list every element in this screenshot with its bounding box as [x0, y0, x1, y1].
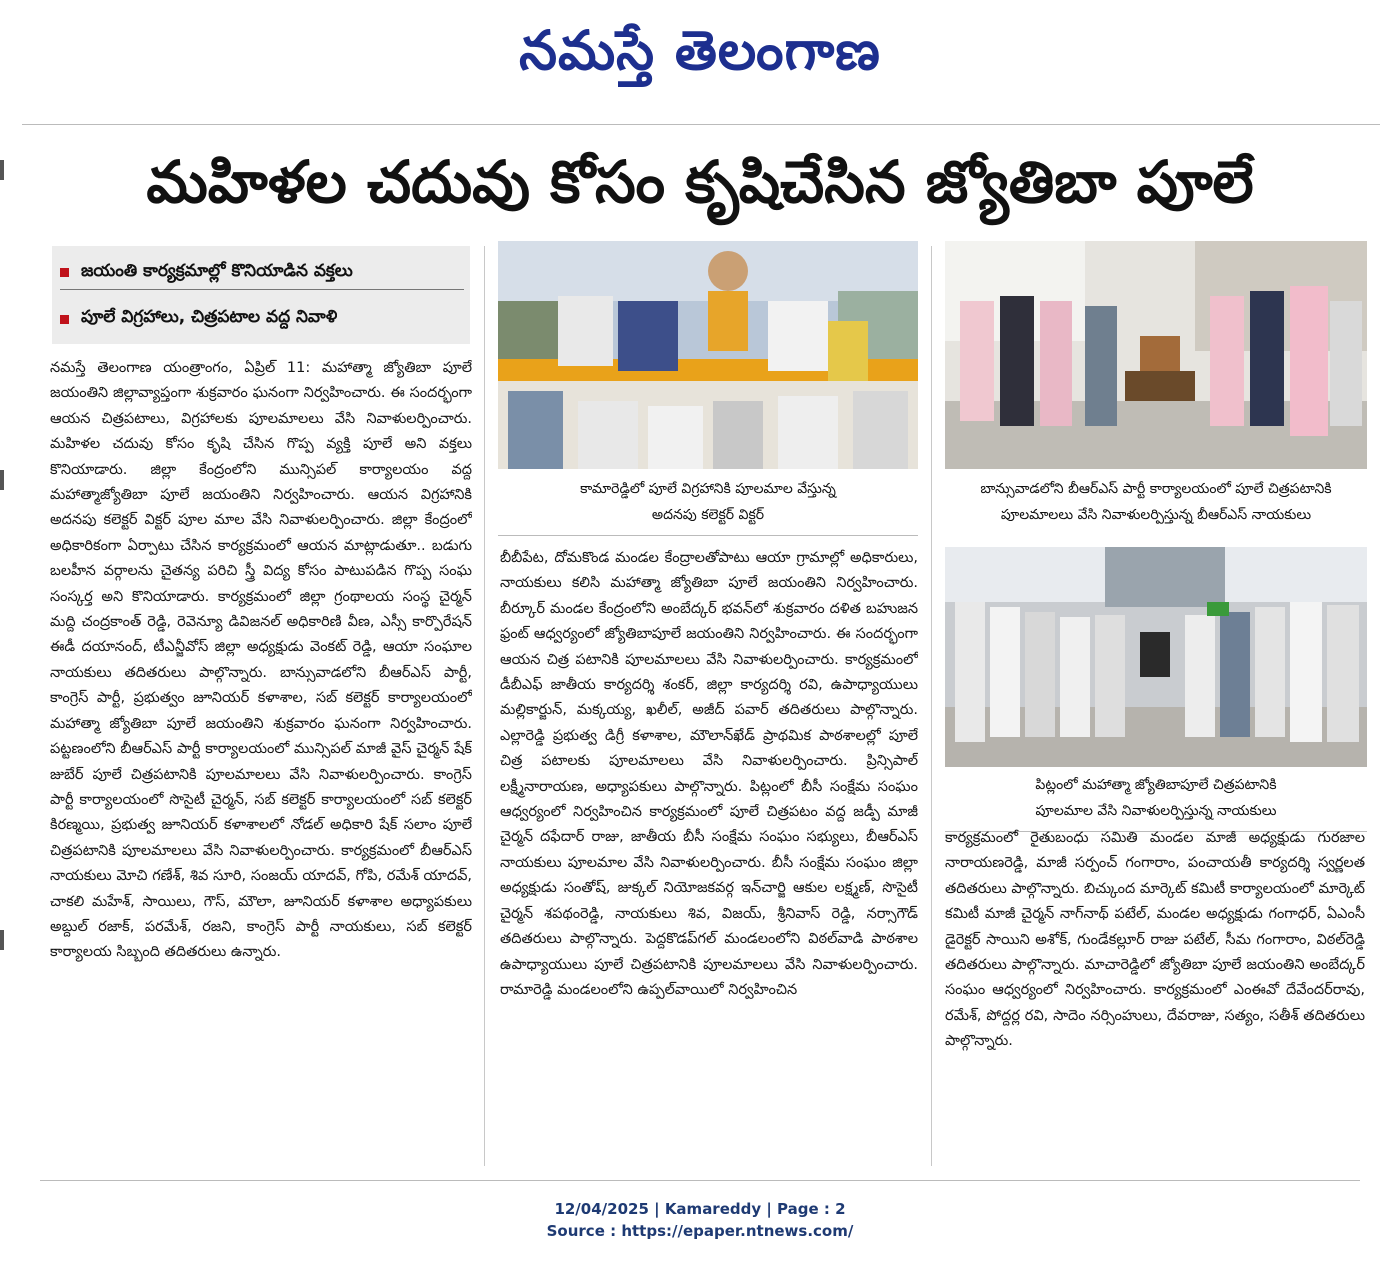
subheadline-item [60, 302, 464, 336]
caption-line: కామారెడ్డిలో పూలే విగ్రహానికి పూలమాల వేస్తున్న [580, 481, 836, 497]
article-headline: మహిళల చదువు కోసం కృషిచేసిన జ్యోతిబా పూలే [146, 148, 1254, 216]
caption-line: అదనపు కలెక్టర్ విక్టర్ [651, 507, 765, 523]
page-footer [400, 1198, 1000, 1242]
subheadline-item [60, 256, 464, 290]
footer-date-edition: 12/04/2025 | Kamareddy | Page : 2 [554, 1200, 846, 1218]
news-photo-party-office [945, 241, 1367, 469]
page-edge-mark [0, 470, 4, 490]
news-photo-statue-garlanding [498, 241, 918, 469]
photo-caption [945, 476, 1367, 536]
caption-line: పూలమాలలు వేసి నివాళులర్పిస్తున్న బీఆర్ఎస్ నాయకులు [1000, 507, 1312, 523]
subheadline-text: పూలే విగ్రహాలు, చిత్రపటాల వద్ద నివాళి [81, 307, 338, 327]
column-divider [484, 246, 485, 1166]
photo-caption [498, 476, 918, 536]
top-divider [22, 124, 1380, 125]
square-bullet-icon [60, 268, 69, 277]
bottom-divider [40, 1180, 1360, 1181]
masthead [0, 0, 1398, 100]
footer-source: Source : https://epaper.ntnews.com/ [546, 1222, 854, 1240]
subheadline-box [52, 246, 470, 344]
page-edge-mark [0, 160, 4, 180]
subheadline-text: జయంతి కార్యక్రమాల్లో కొనియాడిన వక్తలు [81, 260, 353, 281]
newspaper-logo: నమస్తే తెలంగాణ [519, 18, 881, 82]
caption-line: పిట్లంలో మహాత్మా జ్యోతిబాపూలే చిత్రపటానికి [1035, 777, 1277, 793]
article-column-2: బీబీపేట, దోమకొండ మండల కేంద్రాలతోపాటు ఆయా గ్రామాల్లో అధికారులు, నాయకులు కలిసి మహాత్మా జ్యోతిబా పూలే జయంతిని నిర్వహించారు. బీర్కూర్ మండల కేంద్రంలోని అంబేద్కర్ భవన్‌లో శుక్రవారం దళిత బహుజన ఫ్రంట్ ఆధ్వర్యంలో జ్యోతిబాపూలే జయంతిని నిర్వహించారు. ఈ సందర్భంగా ఆయన చిత్ర పటానికి పూలమాలలు వేసి నివాళులర్పించారు. కార్యక్రమంలో డీబీఎఫ్ జాతీయ కార్యదర్శి శంకర్, జిల్లా కార్యదర్శి రవి, ఉపాధ్యాయులు మల్లికార్జున్, మక్కయ్య, ఖలీల్, అజీద్ పవార్ తదితరులు పాల్గొన్నారు. ఎల్లారెడ్డి ప్రభుత్వ డిగ్రీ కళాశాల, మౌలాన్‌ఖేడ్ ప్రాథమిక పాఠశాలల్లో పూలే చిత్ర పటాలకు పూలమాలలు వేసి నివాళులర్పించారు. ప్రిన్సిపాల్ లక్ష్మీనారాయణ, అధ్యాపకులు పాల్గొన్నారు. పిట్లంలో బీసీ సంక్షేమ సంఘం ఆధ్వర్యంలో నిర్వహించిన కార్యక్రమంలో పూలే చిత్రపటం వద్ద జడ్పీ మాజీ చైర్మన్ దఫేదార్ రాజు, జాతీయ బీసీ సంక్షేమ సంఘం సభ్యులు, బీఆర్ఎస్ నాయకులు పూలమాల వేసి నివాళులర్పించారు. బీసీ సంక్షేమ సంఘం జిల్లా అధ్యక్షుడు సంతోష్, జుక్కల్ నియోజకవర్గ ఇన్‌చార్జి ఆకుల లక్ష్మణ్, సొసైటీ చైర్మన్ శపథంరెడ్డి, నాయకులు శివ, విజయ్, శ్రీనివాస్ రెడ్డి, నర్సాగౌడ్ తదితరులు పాల్గొన్నారు. పెద్దకొడప్‌గల్ మండలంలోని విఠల్‌వాడి పాఠశాల ఉపాధ్యాయులు పూలే చిత్రపటానికి పూలమాలలు వేసి నివాళులర్పించారు. రామారెడ్డి మండలంలోని ఉప్పల్‌వాయిలో నిర్వహించిన [500, 550, 918, 998]
photo-caption [945, 772, 1367, 832]
news-photo-pitlam-group [945, 547, 1367, 767]
square-bullet-icon [60, 315, 69, 324]
column-divider [931, 246, 932, 1166]
caption-line: పూలమాల వేసి నివాళులర్పిస్తున్న నాయకులు [1035, 803, 1277, 819]
article-column-1: నమస్తే తెలంగాణ యంత్రాంగం, ఏప్రిల్ 11: మహాత్మా జ్యోతిబా పూలే జయంతిని జిల్లావ్యాప్తంగా శుక్రవారం ఘనంగా నిర్వహించారు. ఈ సందర్భంగా ఆయన చిత్రపటాలు, విగ్రహాలకు పూలమాలలు వేసి నివాళులర్పించారు. మహిళల చదువు కోసం కృషి చేసిన గొప్ప వ్యక్తి పూలే అని వక్తలు కొనియాడారు. జిల్లా కేంద్రంలోని మున్సిపల్ కార్యాలయం వద్ద మహాత్మాజ్యోతిబా పూలే జయంతిని నిర్వహించారు. ఆయన విగ్రహానికి అదనపు కలెక్టర్ విక్టర్ పూల మాల వేసి నివాళులర్పించారు. జిల్లా కేంద్రంలో అధికారికంగా ఏర్పాటు చేసిన కార్యక్రమంలో ఆయన మాట్లాడుతూ.. బడుగు బలహీన వర్గాలను చైతన్య పరిచి స్త్రీ విద్య కోసం పాటుపడిన గొప్ప సంఘ సంస్కర్త అని కొనియాడారు. కార్యక్రమంలో జిల్లా గ్రంథాలయ సంస్థ చైర్మన్ మద్ది చంద్రకాంత్ రెడ్డి, రెవెన్యూ డివిజనల్ అధికారిణి వీణ, ఎస్సీ కార్పొరేషన్ ఈడీ దయానంద్, టీఎన్జీవోస్ జిల్లా అధ్యక్షుడు వెంకట్ రెడ్డి, ఆయా సంఘాల నాయకులు తదితరులు పాల్గొన్నారు. బాన్సువాడలోని బీఆర్ఎస్ పార్టీ, కాంగ్రెస్ పార్టీ, ప్రభుత్వం జూనియర్ కళాశాల, సబ్ కలెక్టర్ కార్యాలయంలో మహాత్మా జ్యోతిబా పూలే జయంతిని శుక్రవారం ఘనంగా నిర్వహించారు. పట్టణంలోని బీఆర్ఎస్ పార్టీ కార్యాలయంలో మున్సిపల్ మాజీ వైస్ చైర్మన్ షేక్ జుబేర్ పూలే చిత్రపటానికి పూలమాలలు వేసి నివాళులర్పించారు. కాంగ్రెస్ పార్టీ కార్యాలయంలో సొసైటీ చైర్మన్, సబ్ కలెక్టర్ కార్యాలయంలో సబ్ కలెక్టర్ కిరణ్మయి, ప్రభుత్వ జూనియర్ కళాశాలలో నోడల్ అధికారి షేక్ సలాం పూలే చిత్రపటానికి పూలమాలలు వేసి నివాళులర్పించారు. కార్యక్రమంలో బీఆర్ఎస్ నాయకులు మోచి గణేశ్, శివ సూరి, సంజయ్ యాదవ్, గోపి, రమేశ్ యాదవ్, చాకలి మహేశ్, సాయిలు, గౌస్, మౌలా, జూనియర్ కళాశాల అధ్యాపకులు అబ్దుల్ రజాక్, పరమేశ్, రజని, కాంగ్రెస్ పార్టీ నాయకులు, సబ్ కలెక్టర్ కార్యాలయ సిబ్బంది తదితరులు ఉన్నారు. [50, 360, 472, 961]
page-edge-mark [0, 930, 4, 950]
article-column-3: కార్యక్రమంలో రైతుబంధు సమితి మండల మాజీ అధ్యక్షుడు గురజాల నారాయణరెడ్డి, మాజీ సర్పంచ్ గంగారాం, పంచాయతీ కార్యదర్శి స్వర్ణలత తదితరులు పాల్గొన్నారు. బిచ్కుంద మార్కెట్ కమిటీ కార్యాలయంలో మార్కెట్ కమిటీ మాజీ చైర్మన్ నాగ్‌నాథ్ పటేల్, మండల అధ్యక్షుడు గంగాధర్, ఏఎంసీ డైరెక్టర్ సాయిని అశోక్, గుండేకల్లూర్ రాజు పటేల్, సీమ గంగారాం, విఠల్‌రెడ్డి తదితరులు పాల్గొన్నారు. మాచారెడ్డిలో జ్యోతిబా పూలే జయంతిని అంబేద్కర్ సంఘం ఆధ్వర్యంలో నిర్వహించారు. కార్యక్రమంలో ఎంఈవో దేవేందర్‌రావు, రమేశ్, పోద్దర్ల రవి, సాదెం నర్సింహులు, దేవరాజు, సత్యం, సతీశ్ తదితరులు పాల్గొన్నారు. [945, 830, 1365, 1050]
caption-line: బాన్సువాడలోని బీఆర్ఎస్ పార్టీ కార్యాలయంలో పూలే చిత్రపటానికి [980, 481, 1332, 497]
